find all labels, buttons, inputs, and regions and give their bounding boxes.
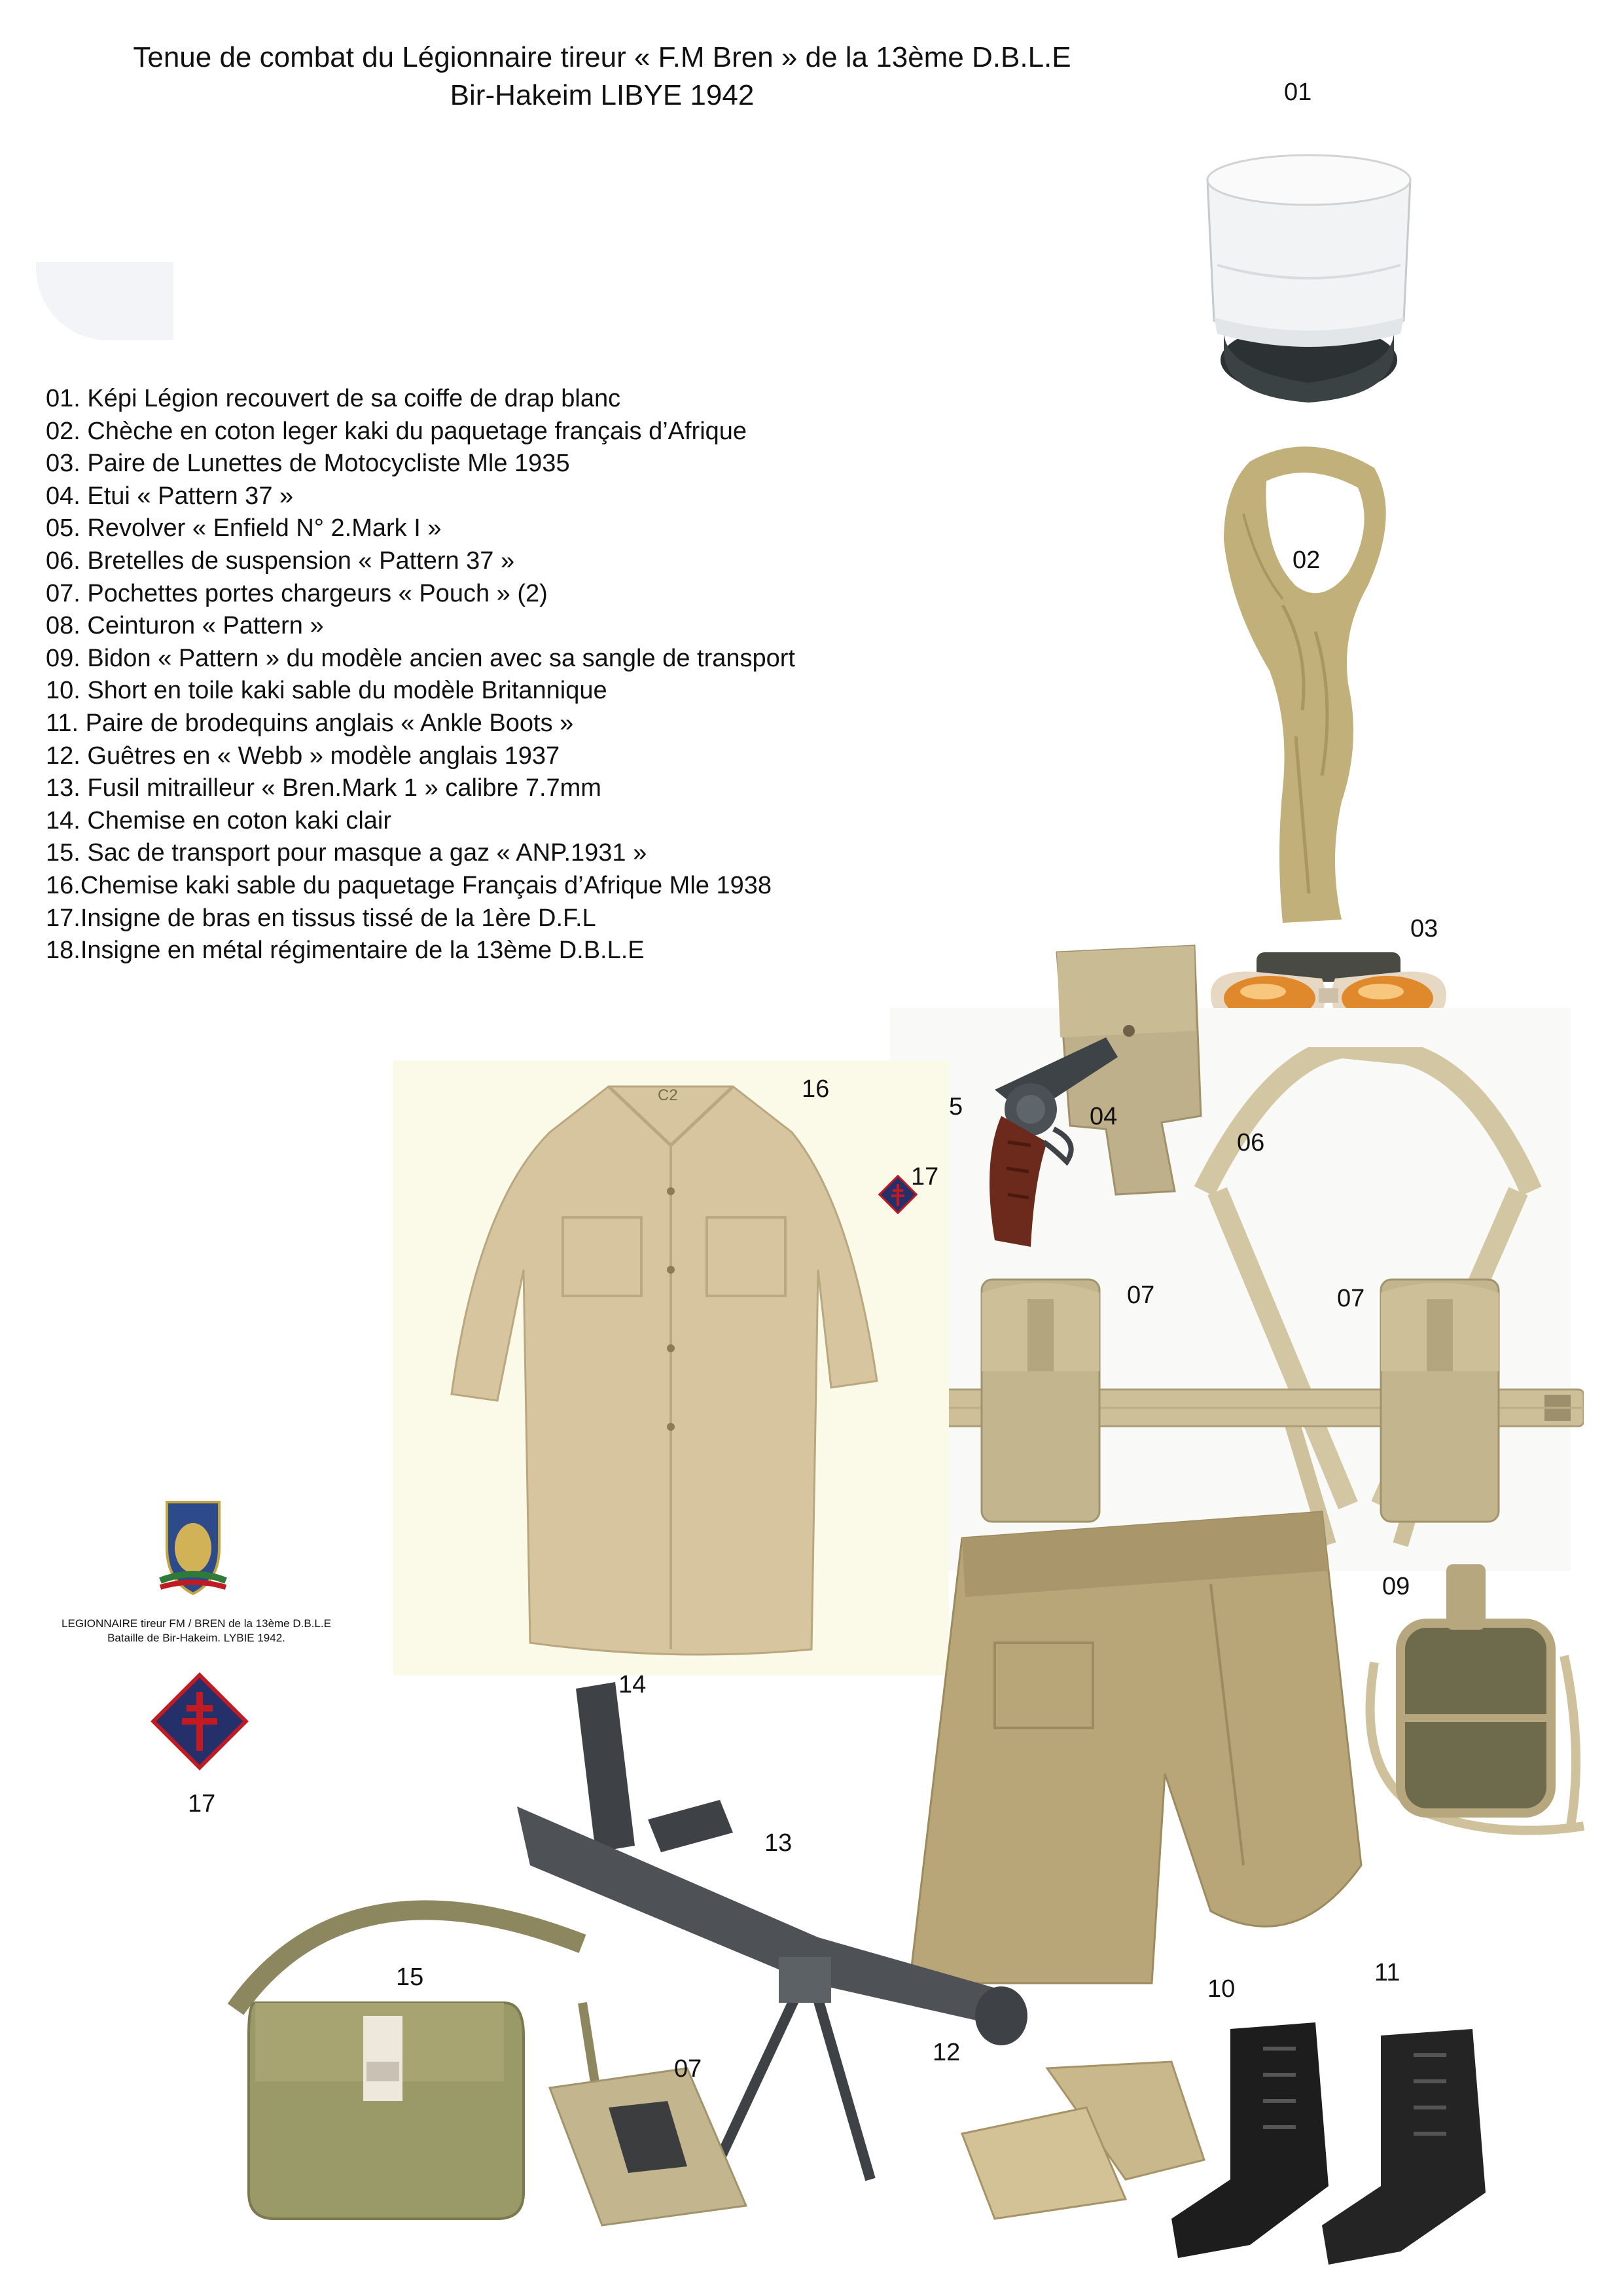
label-06: 06 <box>1237 1129 1265 1157</box>
legend-item: 11. Paire de brodequins anglais « Ankle Boots » <box>46 709 574 737</box>
label-07-bottom: 07 <box>674 2055 702 2083</box>
ammo-pouch-open-image <box>537 1996 772 2232</box>
page-title: Tenue de combat du Légionnaire tireur « F.M Bren » de la 13ème D.B.L.E <box>133 41 1071 73</box>
revolver-image <box>955 1031 1132 1253</box>
shirt-marking: C2 <box>658 1086 678 1104</box>
label-12: 12 <box>933 2039 961 2066</box>
legend-item: 05. Revolver « Enfield N° 2.Mark I » <box>46 514 442 543</box>
label-07-left: 07 <box>1127 1282 1155 1309</box>
legend-item: 16.Chemise kaki sable du paquetage Français d’Afrique Mle 1938 <box>46 871 772 899</box>
badge-caption-line2: Bataille de Bir-Hakeim. LYBIE 1942. <box>107 1632 285 1644</box>
regimental-badge-image <box>154 1496 232 1600</box>
label-09: 09 <box>1382 1573 1410 1600</box>
legend-item: 15. Sac de transport pour masque a gaz « ANP.1931 » <box>46 839 647 867</box>
legend-item: 07. Pochettes portes chargeurs « Pouch » (2) <box>46 579 548 607</box>
legend-item: 04. Etui « Pattern 37 » <box>46 482 294 510</box>
legend-item: 06. Bretelles de suspension « Pattern 37 » <box>46 547 515 575</box>
shirt-image <box>425 1073 916 1662</box>
label-05: 5 <box>949 1093 963 1121</box>
legend-item: 03. Paire de Lunettes de Motocycliste Mle 1935 <box>46 450 570 478</box>
legend-item: 18.Insigne en métal régimentaire de la 13ème D.B.L.E <box>46 937 645 965</box>
ammo-pouch-left-image <box>975 1273 1106 1528</box>
legend-item: 12. Guêtres en « Webb » modèle anglais 1937 <box>46 742 560 770</box>
arm-insignia-large-image <box>151 1672 249 1770</box>
label-14: 14 <box>618 1671 647 1698</box>
label-16: 16 <box>802 1075 830 1103</box>
label-15: 15 <box>396 1964 424 1991</box>
legend-item: 10. Short en toile kaki sable du modèle Britannique <box>46 677 607 705</box>
label-17-bottom: 17 <box>188 1790 216 1818</box>
label-13: 13 <box>764 1829 793 1857</box>
badge-caption <box>26 1617 366 1645</box>
legend-item: 17.Insigne de bras en tissus tissé de la 1ère D.F.L <box>46 904 596 932</box>
label-02: 02 <box>1293 547 1321 574</box>
item-legend <box>46 383 795 967</box>
ankle-boots-image <box>1165 2009 1531 2284</box>
page-subtitle: Bir-Hakeim LIBYE 1942 <box>450 79 755 111</box>
label-04: 04 <box>1090 1103 1118 1130</box>
legend-item: 01. Képi Légion recouvert de sa coiffe de drap blanc <box>46 385 621 412</box>
label-07-right: 07 <box>1337 1285 1365 1312</box>
legend-item: 13. Fusil mitrailleur « Bren.Mark 1 » calibre 7.7mm <box>46 774 601 802</box>
label-11: 11 <box>1374 1959 1400 1986</box>
label-10: 10 <box>1207 1975 1236 2003</box>
label-01: 01 <box>1284 79 1312 106</box>
label-03: 03 <box>1410 915 1438 942</box>
legend-item: 02. Chèche en coton leger kaki du paquetage français d’Afrique <box>46 417 747 445</box>
legend-item: 08. Ceinturon « Pattern » <box>46 612 324 640</box>
cheche-scarf-image <box>1204 435 1414 933</box>
label-17-top: 17 <box>911 1163 939 1191</box>
legend-item: 14. Chemise en coton kaki clair <box>46 806 392 834</box>
kepi-image <box>1178 134 1440 429</box>
badge-caption-line1: LEGIONNAIRE tireur FM / BREN de la 13ème D.B.L.E <box>62 1617 331 1630</box>
ammo-pouch-right-image <box>1374 1273 1505 1528</box>
corner-smudge <box>36 262 173 340</box>
legend-item: 09. Bidon « Pattern » du modèle ancien avec sa sangle de transport <box>46 644 795 672</box>
